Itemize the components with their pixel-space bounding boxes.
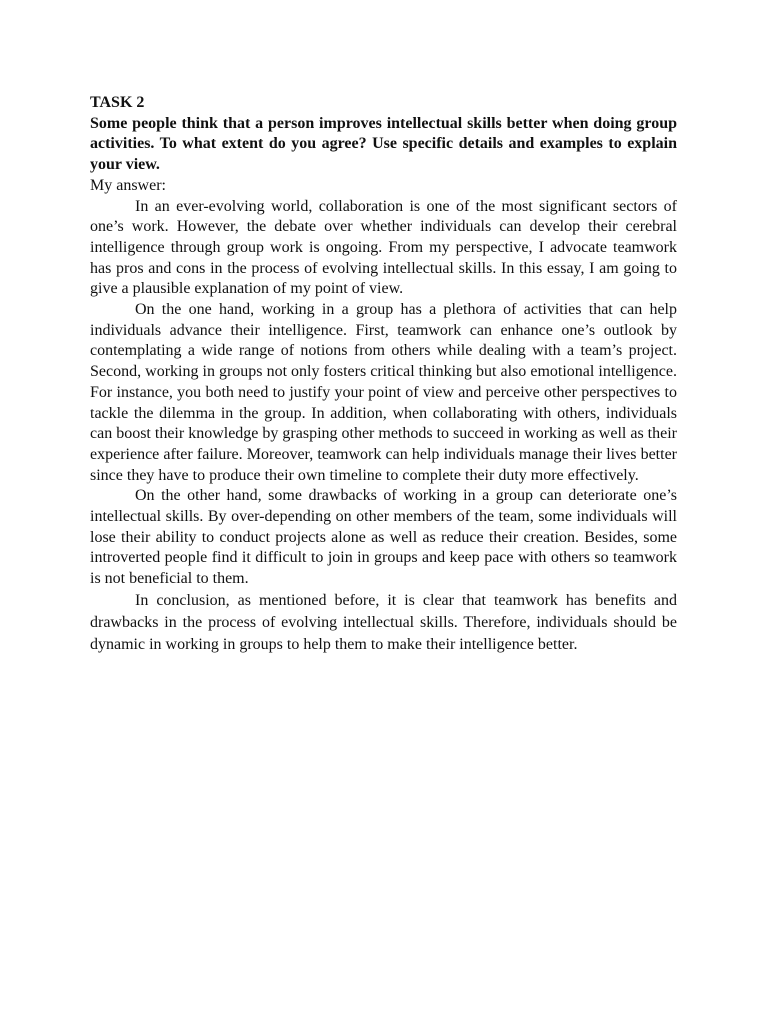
essay-prompt: Some people think that a person improves intellectual skills better when doing group activities. To what extent do you agree? Use specific details and examples to explain your view. xyxy=(90,114,677,174)
task-heading: TASK 2 xyxy=(90,94,145,111)
essay-paragraph-introduction: In an ever-evolving world, collaboration is one of the most significant sectors of one’s work. However, the debate over whether individuals can develop their cerebral intelligence through group work is ongoing. From my perspective, I advocate teamwork has pros and cons in the process of evolving intellectual skills. In this essay, I am going to give a plausible explanation of my point of view. xyxy=(90,197,677,298)
answer-label: My answer: xyxy=(90,176,166,194)
essay-paragraph-advantages: On the one hand, working in a group has a plethora of activities that can help individuals advance their intelligence. First, teamwork can enhance one’s outlook by contemplating a wide range of notions from others while dealing with a team’s project. Second, working in groups not only fosters critical thinking but also emotional intelligence. For instance, you both need to justify your point of view and perceive other perspectives to tackle the dilemma in the group. In addition, when collaborating with others, individuals can boost their knowledge by grasping other methods to succeed in working as well as their experience after failure. Moreover, teamwork can help individuals manage their lives better since they have to produce their own timeline to complete their duty more effectively. xyxy=(90,301,677,484)
essay-paragraph-drawbacks: On the other hand, some drawbacks of working in a group can deteriorate one’s intellectual skills. By over-depending on other members of the team, some individuals will lose their ability to conduct projects alone as well as reduce their creation. Besides, some introverted people find it difficult to join in groups and keep pace with others so teamwork is not beneficial to them. xyxy=(90,487,677,588)
document-page xyxy=(90,93,677,656)
essay-paragraph-conclusion: In conclusion, as mentioned before, it is clear that teamwork has benefits and drawbacks in the process of evolving intellectual skills. Therefore, individuals should be dynamic in working in groups to help them to make their intelligence better. xyxy=(90,591,677,653)
